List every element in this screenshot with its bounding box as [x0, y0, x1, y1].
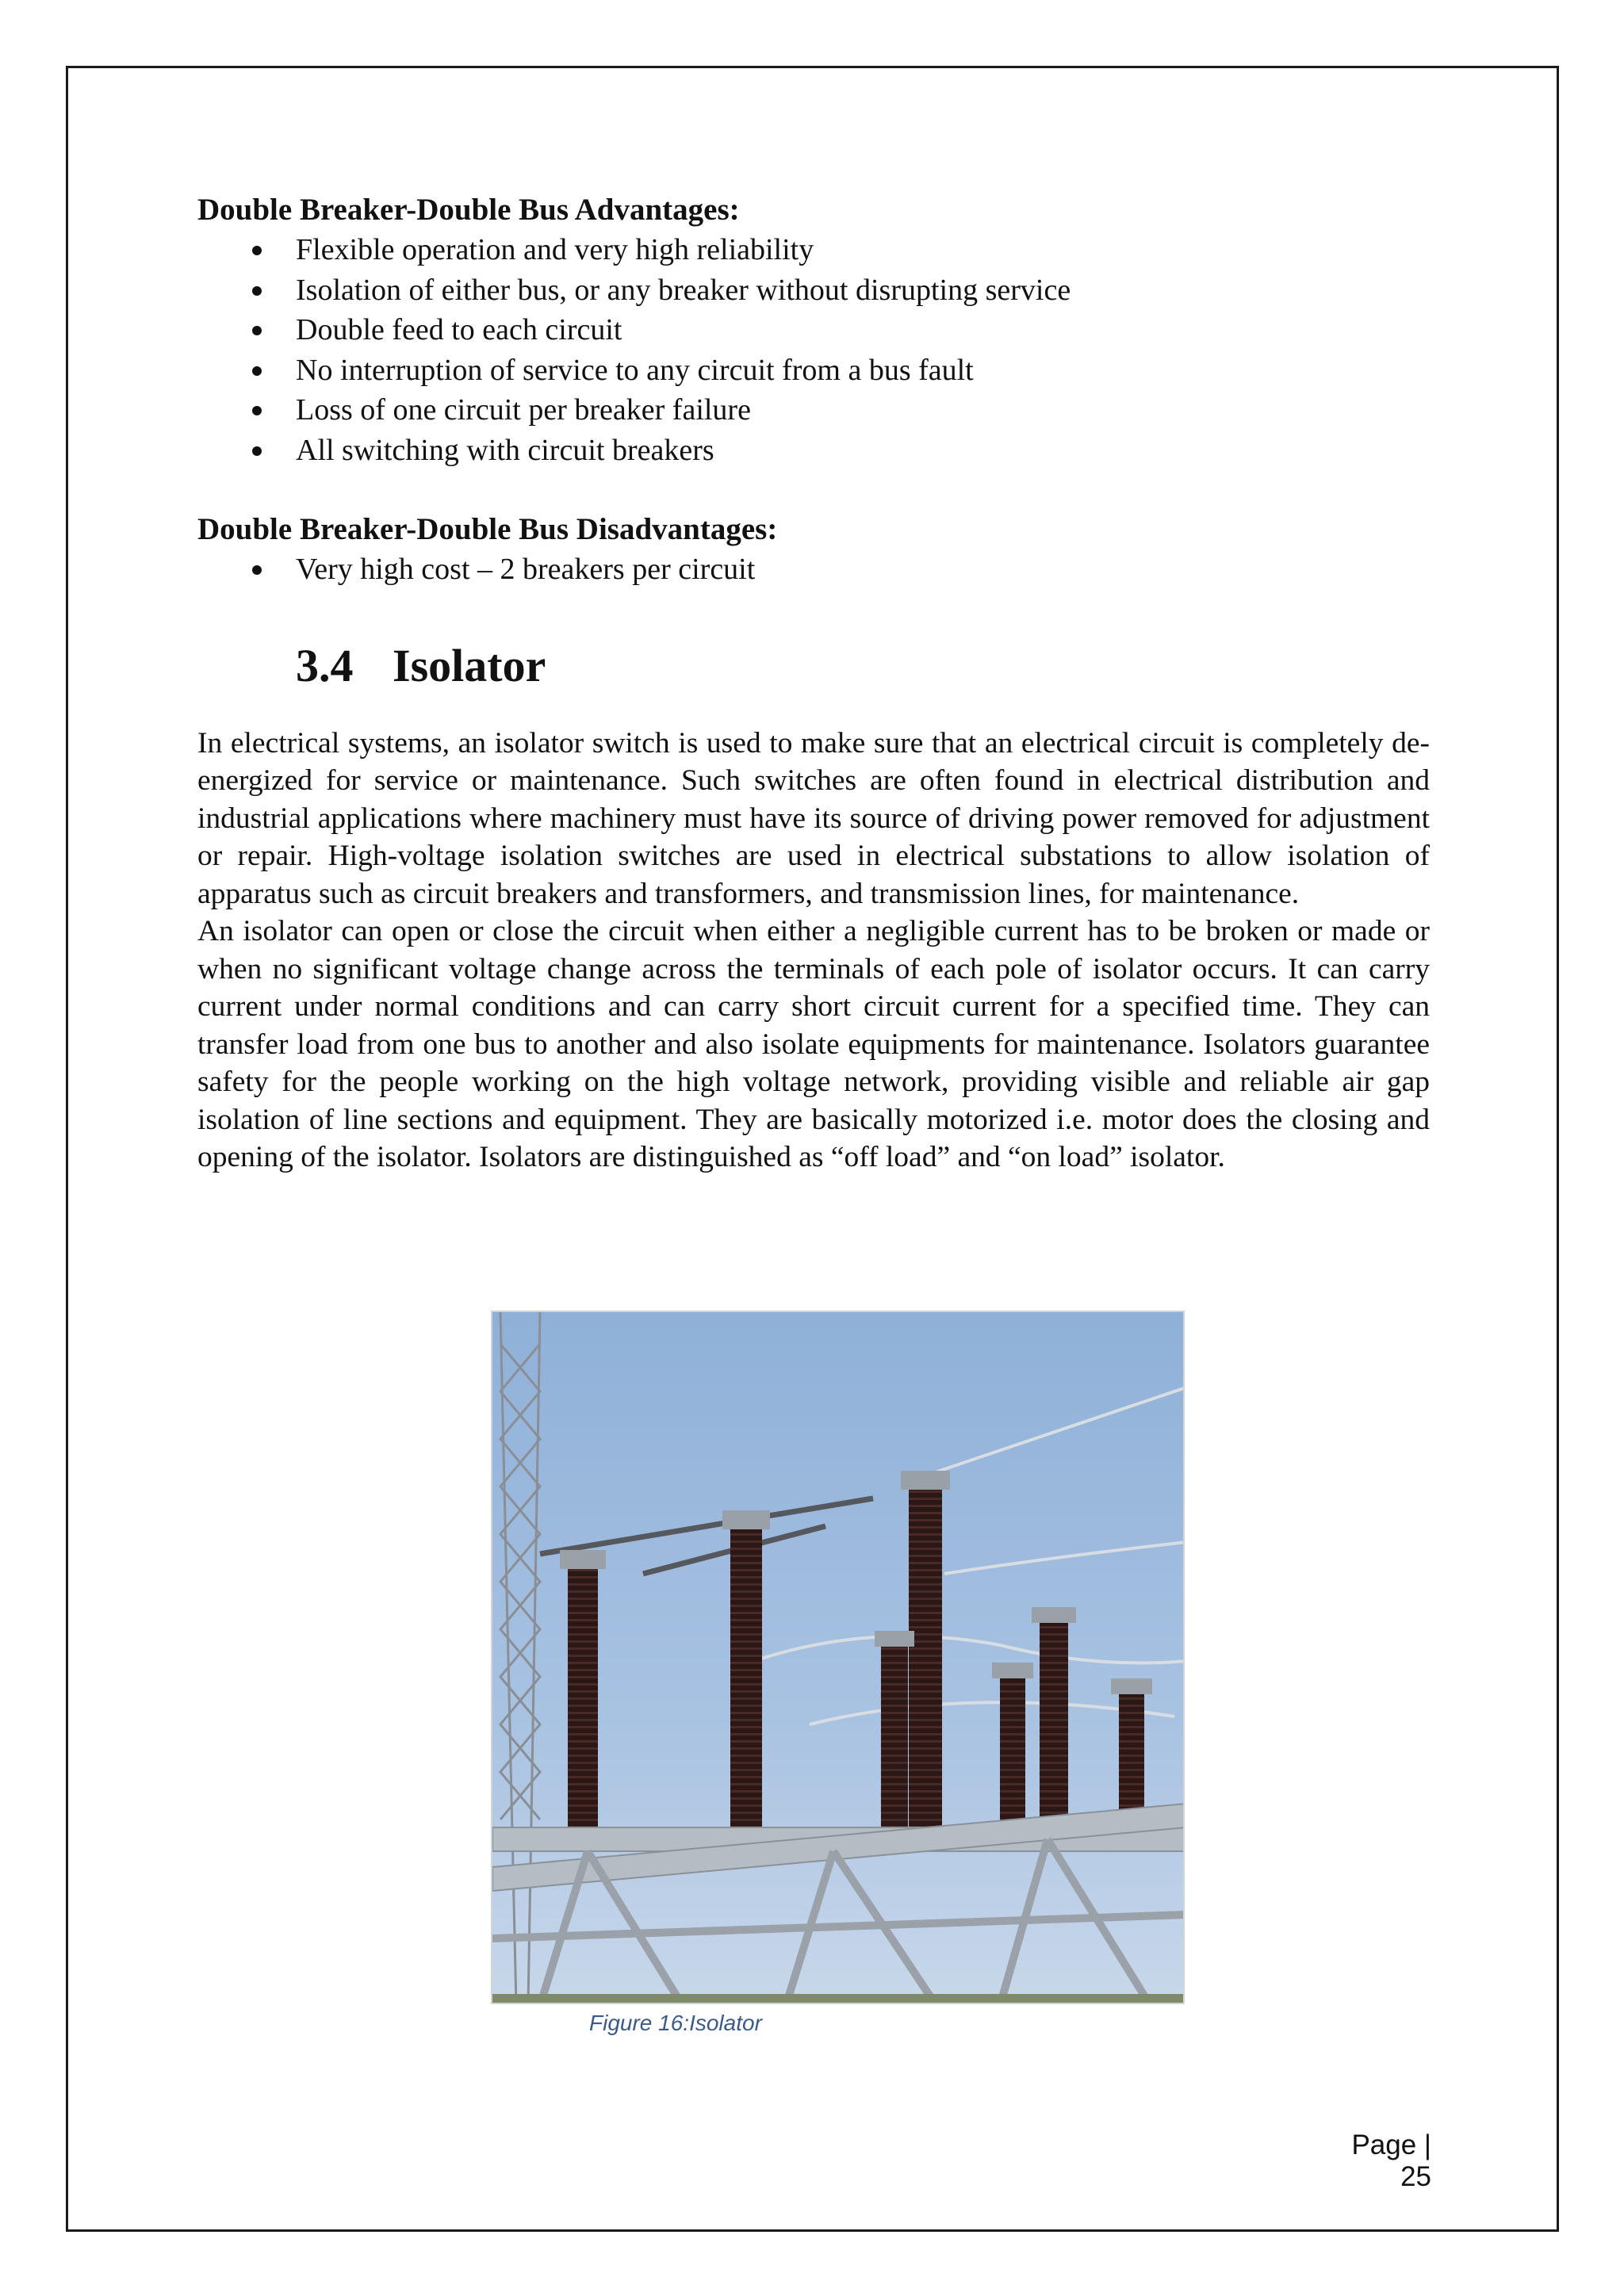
- list-item: No interruption of service to any circuit from a bus fault: [197, 350, 1430, 391]
- list-item: Flexible operation and very high reliability: [197, 230, 1430, 270]
- page-number: Page | 25: [1351, 2130, 1431, 2192]
- bullet-icon: [252, 326, 262, 335]
- list-item: Loss of one circuit per breaker failure: [197, 390, 1430, 430]
- section-number: 3.4: [296, 639, 354, 691]
- section-title: Isolator: [393, 639, 546, 691]
- disadvantages-heading: Double Breaker-Double Bus Disadvantages:: [197, 512, 778, 546]
- figure-caption: Figure 16:Isolator: [589, 2011, 762, 2035]
- bullet-icon: [252, 565, 262, 575]
- list-item: Isolation of either bus, or any breaker without disrupting service: [197, 270, 1430, 311]
- section-heading: [296, 634, 1430, 698]
- disadvantages-list: [197, 549, 1430, 590]
- advantages-list: [197, 230, 1430, 470]
- bullet-icon: [252, 286, 262, 296]
- bullet-icon: [252, 406, 262, 415]
- list-item: Very high cost – 2 breakers per circuit: [197, 549, 1430, 590]
- list-item: All switching with circuit breakers: [197, 430, 1430, 471]
- paragraph: In electrical systems, an isolator switch is used to make sure that an electrical circuit is completely de-energized for service or maintenance. Such switches are often found in electrical distribution and industrial applications where machinery must have its source of driving power removed for adjustment or repair. High-voltage isolation switches are used in electrical substations to allow isolation of apparatus such as circuit breakers and transformers, and transmission lines, for maintenance.: [197, 726, 1430, 910]
- list-item: Double feed to each circuit: [197, 310, 1430, 350]
- advantages-heading: Double Breaker-Double Bus Advantages:: [197, 193, 740, 227]
- paragraph: An isolator can open or close the circuit when either a negligible current has to be broken or made or when no significant voltage change across the terminals of each pole of isolator occurs. It can carry current under normal conditions and can carry short circuit current for a specified time. They can transfer load from one bus to another and also isolate equipments for maintenance. Isolators guarantee safety for the people working on the high voltage network, providing visible and reliable air gap isolation of line sections and equipment. They are basically motorized i.e. motor does the closing and opening of the isolator. Isolators are distinguished as “off load” and “on load” isolator.: [197, 915, 1430, 1173]
- bullet-icon: [252, 246, 262, 255]
- bullet-icon: [252, 366, 262, 376]
- page-content: [197, 190, 1430, 1177]
- isolator-photo: [491, 1311, 1185, 2004]
- bullet-icon: [252, 446, 262, 456]
